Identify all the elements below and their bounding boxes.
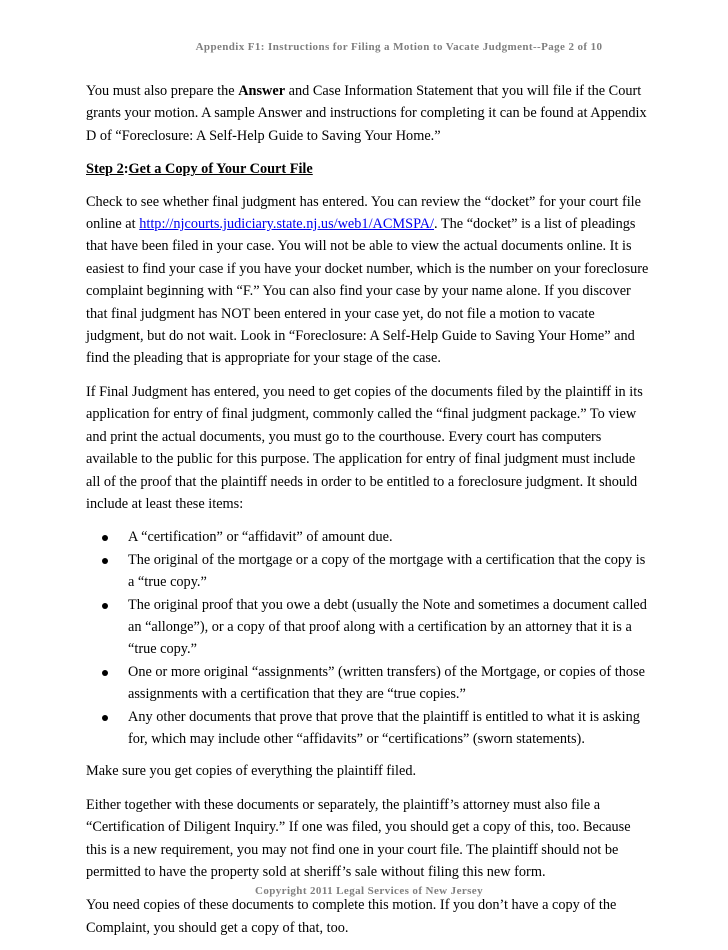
page-footer: Copyright 2011 Legal Services of New Jersey: [255, 885, 483, 897]
step-title: Get a Copy of Your Court File: [128, 161, 313, 178]
list-item-text: Any other documents that prove that prove that the plaintiff is entitled to what it is asking for, which may include other “affidavits” or “certifications” (sworn statements).: [128, 708, 640, 747]
complaint-paragraph: You need copies of these documents to complete this motion. If you don’t have a copy of the Complaint, you should get a copy of that, too.: [86, 897, 617, 936]
step-separator: :: [123, 161, 129, 178]
intro-text-start: You must also prepare the: [86, 83, 239, 99]
bullet-icon: [102, 670, 108, 676]
list-item-text: A “certification” or “affidavit” of amount due.: [128, 529, 393, 546]
list-item: [86, 594, 652, 661]
page-header: Appendix F1: Instructions for Filing a Motion to Vacate Judgment--Page 2 of 10: [195, 41, 603, 53]
list-item-text: The original of the mortgage or a copy of the mortgage with a certification that the copy is a “true copy.”: [128, 551, 646, 591]
docket-link[interactable]: http://njcourts.judiciary.state.nj.us/web1/ACMSPA/: [139, 216, 435, 233]
step-heading: [86, 158, 652, 180]
intro-text-end: and Case Information Statement that you will file if the Court grants your motion. A sample Answer and instructions for completing it can be found at Appendix D of “Foreclosure: A Self-Help Guide to Saving Your Home.”: [86, 83, 647, 144]
diligent-inquiry-paragraph: Either together with these documents or separately, the plaintiff’s attorney must also file a “Certification of Diligent Inquiry.” If one was filed, you should get a copy of this, too. Because this is a new requirement, you may not find one in your court file. The plaintiff should not be permitted to have the property sold at sheriff’s sale without filing this new form.: [86, 796, 631, 880]
step-label: Step 2: [86, 161, 124, 178]
docket-paragraph: [86, 191, 652, 370]
required-items-list: [86, 526, 652, 750]
judgment-paragraph: If Final Judgment has entered, you need to get copies of the documents filed by the plaintiff in its application for entry of final judgment, commonly called the “final judgment package.” To view and print the actual documents, you must go to the courthouse. Every court has computers available to the public for this purpose. The application for entry of final judgment must include all of the proof that the plaintiff needs in order to be entitled to a foreclosure judgment. It should include at least these items:: [86, 383, 643, 512]
page-content: [86, 80, 652, 950]
answer-bold: Answer: [238, 83, 286, 99]
bullet-icon: [102, 535, 108, 541]
bullet-icon: [102, 558, 108, 564]
docket-text-start: Check to see whether final judgment has entered. You can review the “docket” for your court file online at: [86, 193, 642, 233]
list-item: [86, 549, 652, 594]
docket-text-end: . The “docket” is a list of pleadings that have been filed in your case. You will not be able to view the actual documents online. It is easiest to find your case if you have your docket number, which is the number on your foreclosure complaint beginning with “F.” You can also find your case by your name alone. If you discover that final judgment has NOT been entered in your case yet, do not file a motion to vacate judgment, but do not wait. Look in “Foreclosure: A Self-Help Guide to Saving Your Home” and find the pleading that is appropriate for your stage of the case.: [86, 216, 649, 367]
list-item: [86, 661, 652, 706]
intro-paragraph: [86, 80, 652, 147]
copies-paragraph: Make sure you get copies of everything the plaintiff filed.: [86, 763, 417, 780]
list-item: [86, 526, 652, 548]
list-item: [86, 706, 652, 751]
bullet-icon: [102, 603, 108, 609]
list-item-text: One or more original “assignments” (written transfers) of the Mortgage, or copies of those assignments with a certification that they are “true copies.”: [128, 663, 645, 703]
bullet-icon: [102, 715, 108, 721]
list-item-text: The original proof that you owe a debt (usually the Note and sometimes a document called an “allonge”), or a copy of that proof along with a certification by an attorney that it is a “true copy.”: [128, 596, 647, 658]
